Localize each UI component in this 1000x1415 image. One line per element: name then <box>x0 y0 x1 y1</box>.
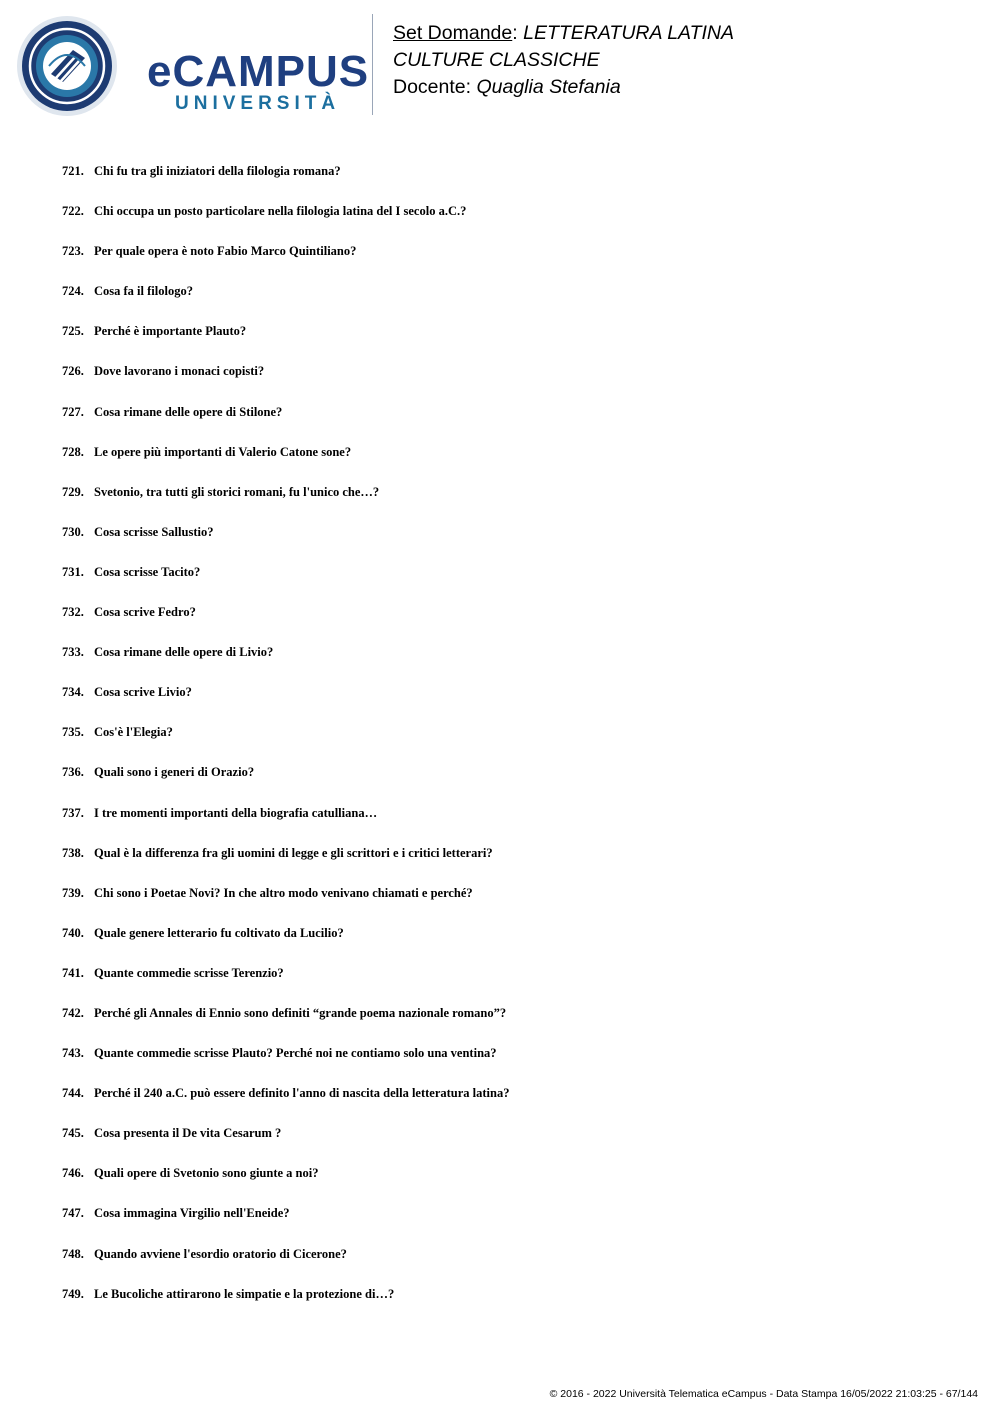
question-item <box>62 843 962 883</box>
question-text: Perché gli Annales di Ennio sono definiti “grande poema nazionale romano”? <box>94 1005 507 1020</box>
question-item <box>62 1043 962 1083</box>
question-item <box>62 361 962 401</box>
docente-label: Docente: <box>393 76 472 98</box>
question-text: Cosa rimane delle opere di Stilone? <box>94 404 283 419</box>
question-number: 744. <box>62 1086 84 1101</box>
question-text: I tre momenti importanti della biografia catulliana… <box>94 805 378 820</box>
question-item <box>62 883 962 923</box>
question-item <box>62 762 962 802</box>
question-text: Cosa presenta il De vita Cesarum ? <box>94 1126 282 1141</box>
question-number: 728. <box>62 444 84 459</box>
question-number: 724. <box>62 284 84 299</box>
question-number: 731. <box>62 564 84 579</box>
logo-subtitle: UNIVERSITÀ <box>175 93 341 114</box>
question-text: Svetonio, tra tutti gli storici romani, fu l'unico che…? <box>94 484 380 499</box>
question-item <box>62 241 962 281</box>
question-item <box>62 201 962 241</box>
question-item <box>62 803 962 843</box>
question-text: Le Bucoliche attirarono le simpatie e la protezione di…? <box>94 1286 395 1301</box>
question-text: Quali sono i generi di Orazio? <box>94 765 255 780</box>
page-footer: © 2016 - 2022 Università Telematica eCampus - Data Stampa 16/05/2022 21:03:25 - 67/144 <box>549 1388 978 1400</box>
ecampus-logo <box>15 14 370 118</box>
question-number: 735. <box>62 725 84 740</box>
question-number: 736. <box>62 765 84 780</box>
question-number: 740. <box>62 925 84 940</box>
question-text: Quale genere letterario fu coltivato da Lucilio? <box>94 925 344 940</box>
question-number: 734. <box>62 685 84 700</box>
question-number: 721. <box>62 164 84 178</box>
set-separator: : <box>512 22 518 44</box>
set-label: Set Domande <box>393 22 513 44</box>
question-text: Cosa scrisse Tacito? <box>94 564 201 579</box>
question-item <box>62 1203 962 1243</box>
question-text: Dove lavorano i monaci copisti? <box>94 364 265 379</box>
question-item <box>62 281 962 321</box>
question-number: 723. <box>62 244 84 259</box>
question-number: 747. <box>62 1206 84 1221</box>
question-number: 749. <box>62 1286 84 1301</box>
question-number: 732. <box>62 605 84 620</box>
question-text: Le opere più importanti di Valerio Catone sone? <box>94 444 352 459</box>
question-item <box>62 963 962 1003</box>
question-item <box>62 321 962 361</box>
question-text: Per quale opera è noto Fabio Marco Quintiliano? <box>94 244 357 259</box>
question-text: Perché il 240 a.C. può essere definito l'anno di nascita della letteratura latina? <box>94 1086 510 1101</box>
question-item <box>62 442 962 482</box>
course-name: CULTURE CLASSICHE <box>393 49 600 71</box>
question-text: Cosa fa il filologo? <box>94 284 193 299</box>
page-header <box>0 0 1000 130</box>
question-item <box>62 923 962 963</box>
question-number: 727. <box>62 404 84 419</box>
question-number: 739. <box>62 885 84 900</box>
question-item <box>62 1163 962 1203</box>
logo-wordmark: eCAMPUS <box>147 47 370 96</box>
question-number: 722. <box>62 204 84 219</box>
question-number: 743. <box>62 1046 84 1061</box>
header-divider <box>372 14 373 115</box>
docente-line <box>393 74 734 101</box>
question-text: Cosa immagina Virgilio nell'Eneide? <box>94 1206 290 1221</box>
header-info <box>393 20 734 101</box>
question-text: Quali opere di Svetonio sono giunte a noi? <box>94 1166 319 1181</box>
question-number: 746. <box>62 1166 84 1181</box>
question-list <box>62 161 962 1324</box>
question-item <box>62 1083 962 1123</box>
question-item <box>62 722 962 762</box>
docente-name: Quaglia Stefania <box>476 76 621 98</box>
question-number: 738. <box>62 845 84 860</box>
question-text: Chi fu tra gli iniziatori della filologia romana? <box>94 164 341 178</box>
question-number: 748. <box>62 1246 84 1261</box>
question-number: 745. <box>62 1126 84 1141</box>
question-text: Qual è la differenza fra gli uomini di legge e gli scrittori e i critici letterari? <box>94 845 493 860</box>
question-item <box>62 562 962 602</box>
question-number: 726. <box>62 364 84 379</box>
question-item <box>62 602 962 642</box>
question-number: 730. <box>62 524 84 539</box>
set-line <box>393 20 734 47</box>
question-number: 741. <box>62 965 84 980</box>
question-item <box>62 522 962 562</box>
question-item <box>62 1284 962 1324</box>
question-text: Cosa scrive Livio? <box>94 685 192 700</box>
question-number: 737. <box>62 805 84 820</box>
question-number: 725. <box>62 324 84 339</box>
question-number: 729. <box>62 484 84 499</box>
question-item <box>62 482 962 522</box>
question-item <box>62 642 962 682</box>
question-text: Cosa rimane delle opere di Livio? <box>94 645 274 660</box>
question-text: Perché è importante Plauto? <box>94 324 247 339</box>
question-text: Chi occupa un posto particolare nella filologia latina del I secolo a.C.? <box>94 204 467 219</box>
question-text: Quante commedie scrisse Plauto? Perché noi ne contiamo solo una ventina? <box>94 1046 497 1061</box>
question-item <box>62 402 962 442</box>
ecampus-emblem-icon <box>15 14 119 118</box>
question-text: Chi sono i Poetae Novi? In che altro modo venivano chiamati e perché? <box>94 885 473 900</box>
set-value: LETTERATURA LATINA <box>523 22 735 44</box>
question-text: Cos'è l'Elegia? <box>94 725 173 740</box>
question-text: Cosa scrisse Sallustio? <box>94 524 214 539</box>
question-item <box>62 1244 962 1284</box>
question-text: Cosa scrive Fedro? <box>94 605 196 620</box>
question-text: Quando avviene l'esordio oratorio di Cicerone? <box>94 1246 347 1261</box>
question-number: 733. <box>62 645 84 660</box>
question-item <box>62 682 962 722</box>
question-item <box>62 1123 962 1163</box>
question-item <box>62 1003 962 1043</box>
question-number: 742. <box>62 1005 84 1020</box>
question-item <box>62 161 962 201</box>
question-text: Quante commedie scrisse Terenzio? <box>94 965 284 980</box>
